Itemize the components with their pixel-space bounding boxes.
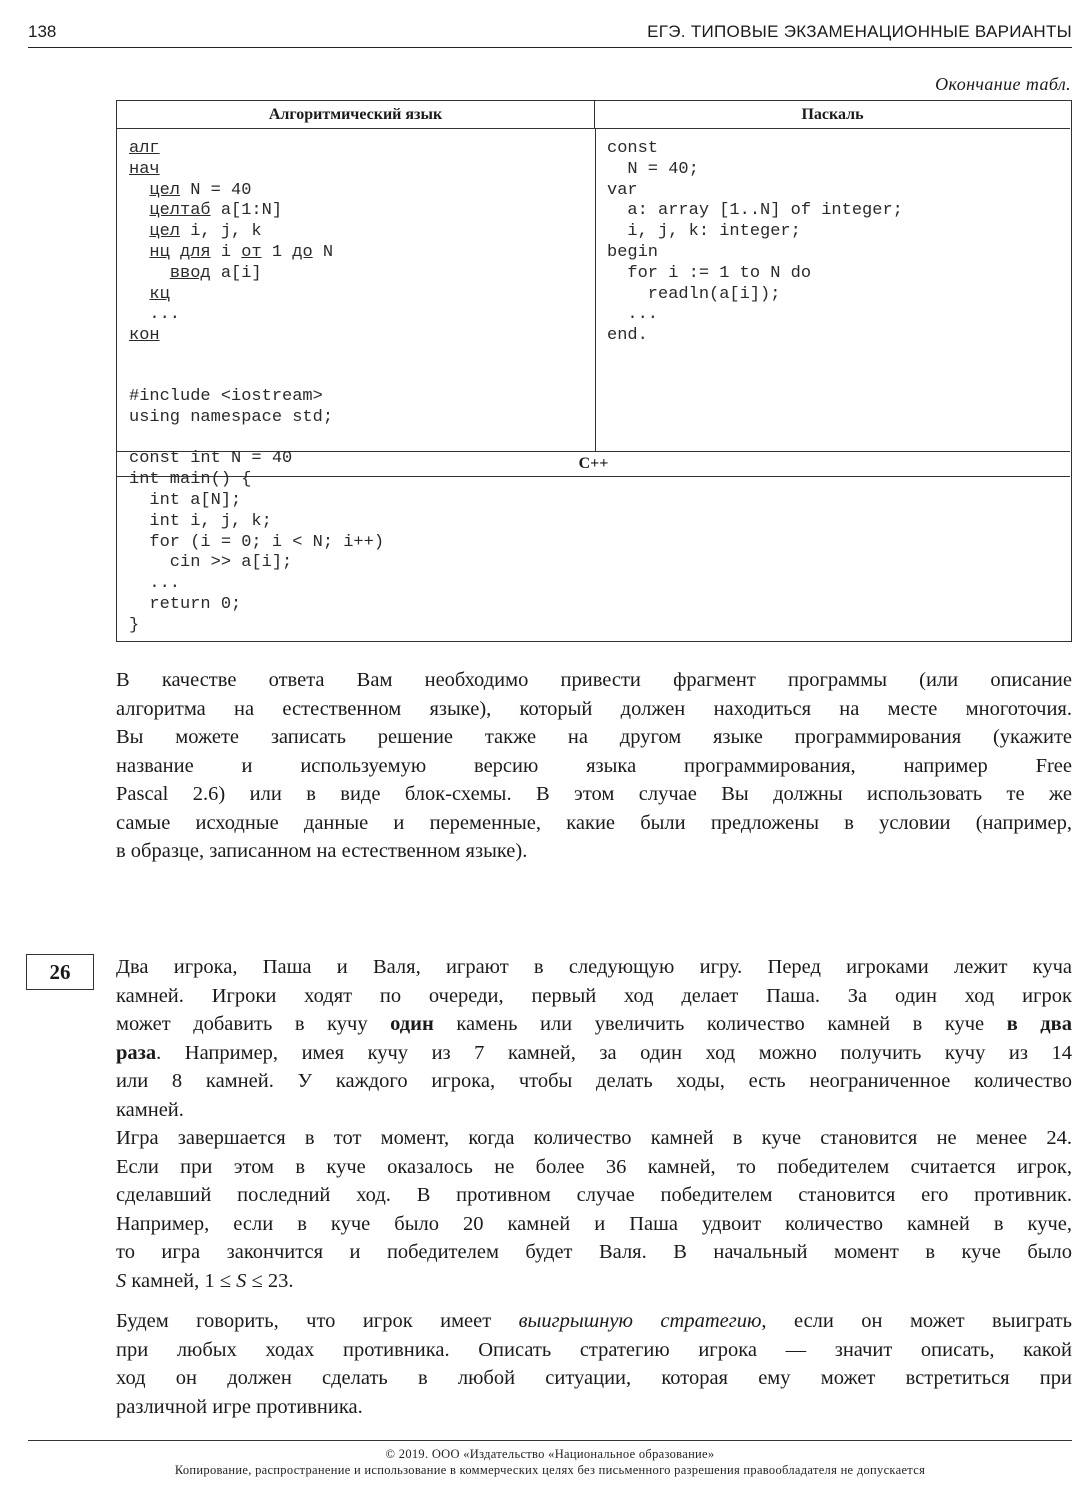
text-line: Pascal 2.6) или в виде блок-схемы. В этом случае Вы должны использовать те же bbox=[116, 783, 1072, 805]
table-continued-label: Окончание табл. bbox=[935, 74, 1071, 94]
text-line: В качестве ответа Вам необходимо привести фрагмент программы (или описание bbox=[116, 669, 1072, 691]
text-line bbox=[116, 1010, 1072, 1039]
column-header-cpp: C++ bbox=[117, 451, 1070, 477]
text-line: алгоритма на естественном языке), который должен находиться на месте многоточия. bbox=[116, 697, 1072, 720]
text-line: камней. Игроки ходят по очереди, первый ход делает Паша. За один ход игрок bbox=[116, 984, 1072, 1007]
copyright-notice: Копирование, распространение и использование в коммерческих целях без письменного разрешения правообладателя не допускается bbox=[174, 1463, 926, 1477]
text-line: самые исходные данные и переменные, какие были предложены в условии (например, bbox=[116, 811, 1072, 834]
text-line bbox=[116, 1039, 1072, 1068]
text-line: ход он должен сделать в любой ситуации, которая ему может встретиться при bbox=[116, 1367, 1072, 1389]
text-line bbox=[116, 1307, 1072, 1336]
text-line: Игра завершается в тот момент, когда количество камней в куче становится не менее 24. bbox=[116, 1127, 1072, 1149]
text-line: в образце, записанном на естественном языке). bbox=[116, 840, 528, 862]
text-fragment: камень или увеличить количество камней в куче bbox=[433, 1013, 1007, 1035]
text-fragment: ≤ 23. bbox=[246, 1269, 294, 1292]
text-line: или 8 камней. У каждого игрока, чтобы делать ходы, есть неограниченное количество bbox=[116, 1070, 1072, 1092]
column-header-pascal: Паскаль bbox=[595, 101, 1070, 129]
text-line bbox=[116, 1267, 1072, 1296]
column-header-algorithmic: Алгоритмический язык bbox=[117, 101, 595, 129]
page-header bbox=[28, 20, 1072, 44]
answer-instructions bbox=[116, 666, 1072, 866]
emphasis-times: раза bbox=[116, 1041, 157, 1064]
strategy-definition bbox=[116, 1307, 1072, 1421]
code-algorithmic: алг нач цел N = 40 целтаб a[1:N] цел i, j, k нц для i от 1 до N ввод a[i] кц ... кон bbox=[129, 139, 334, 346]
running-title: ЕГЭ. ТИПОВЫЕ ЭКЗАМЕНАЦИОННЫЕ ВАРИАНТЫ bbox=[647, 22, 1072, 41]
text-fragment: Будем говорить, что игрок имеет bbox=[116, 1310, 519, 1332]
text-fragment: может добавить в кучу bbox=[116, 1013, 391, 1035]
header-divider bbox=[28, 47, 1072, 48]
text-fragment: . Например, имея кучу из 7 камней, за один ход можно получить кучу из 14 bbox=[156, 1041, 1072, 1064]
text-line: камней. bbox=[116, 1098, 184, 1121]
emphasis-double: в два bbox=[1006, 1013, 1072, 1035]
code-pascal: const N = 40; var a: array [1..N] of integer; i, j, k: integer; begin for i := 1 to N do readln(a[i]); ... end. bbox=[607, 139, 903, 346]
code-table bbox=[116, 100, 1072, 642]
text-line: Например, если в куче было 20 камней и Паша удвоит количество камней в куче, bbox=[116, 1212, 1072, 1235]
variable-s: S bbox=[116, 1269, 127, 1292]
text-line: то игра закончится и победителем будет Валя. В начальный момент в куче было bbox=[116, 1241, 1072, 1263]
column-divider bbox=[595, 129, 596, 451]
text-line: сделавший последний ход. В противном случае победителем становится его противник. bbox=[116, 1184, 1072, 1206]
text-line: Два игрока, Паша и Валя, играют в следующую игру. Перед игроками лежит куча bbox=[116, 956, 1072, 978]
text-line: название и используемую версию языка программирования, например Free bbox=[116, 754, 1072, 777]
task-number-badge: 26 bbox=[26, 954, 94, 990]
page-number: 138 bbox=[28, 22, 57, 41]
text-line: Вы можете записать решение также на другом языке программирования (укажите bbox=[116, 726, 1072, 748]
variable-s: S bbox=[236, 1269, 247, 1292]
footer-divider bbox=[28, 1440, 1072, 1441]
text-fragment: камней, 1 ≤ bbox=[126, 1269, 237, 1292]
text-line: Если при этом в куче оказалось не более 36 камней, то победителем считается игрок, bbox=[116, 1155, 1072, 1178]
text-line: при любых ходах противника. Описать стратегию игрока — значит описать, какой bbox=[116, 1338, 1072, 1361]
code-cpp: #include <iostream> using namespace std; const int N = 40 int main() { int a[N]; int i, j, k; for (i = 0; i < N; i++) cin >> a[i]; ... return 0; } bbox=[129, 387, 385, 635]
text-line: различной игре противника. bbox=[116, 1395, 363, 1418]
text-fragment: , если он может выиграть bbox=[761, 1310, 1072, 1332]
emphasis-one: один bbox=[390, 1013, 434, 1035]
copyright-line: © 2019. ООО «Издательство «Национальное образование» bbox=[385, 1447, 715, 1461]
task-statement bbox=[116, 953, 1072, 1295]
term-winning-strategy: выигрышную стратегию bbox=[518, 1310, 762, 1332]
